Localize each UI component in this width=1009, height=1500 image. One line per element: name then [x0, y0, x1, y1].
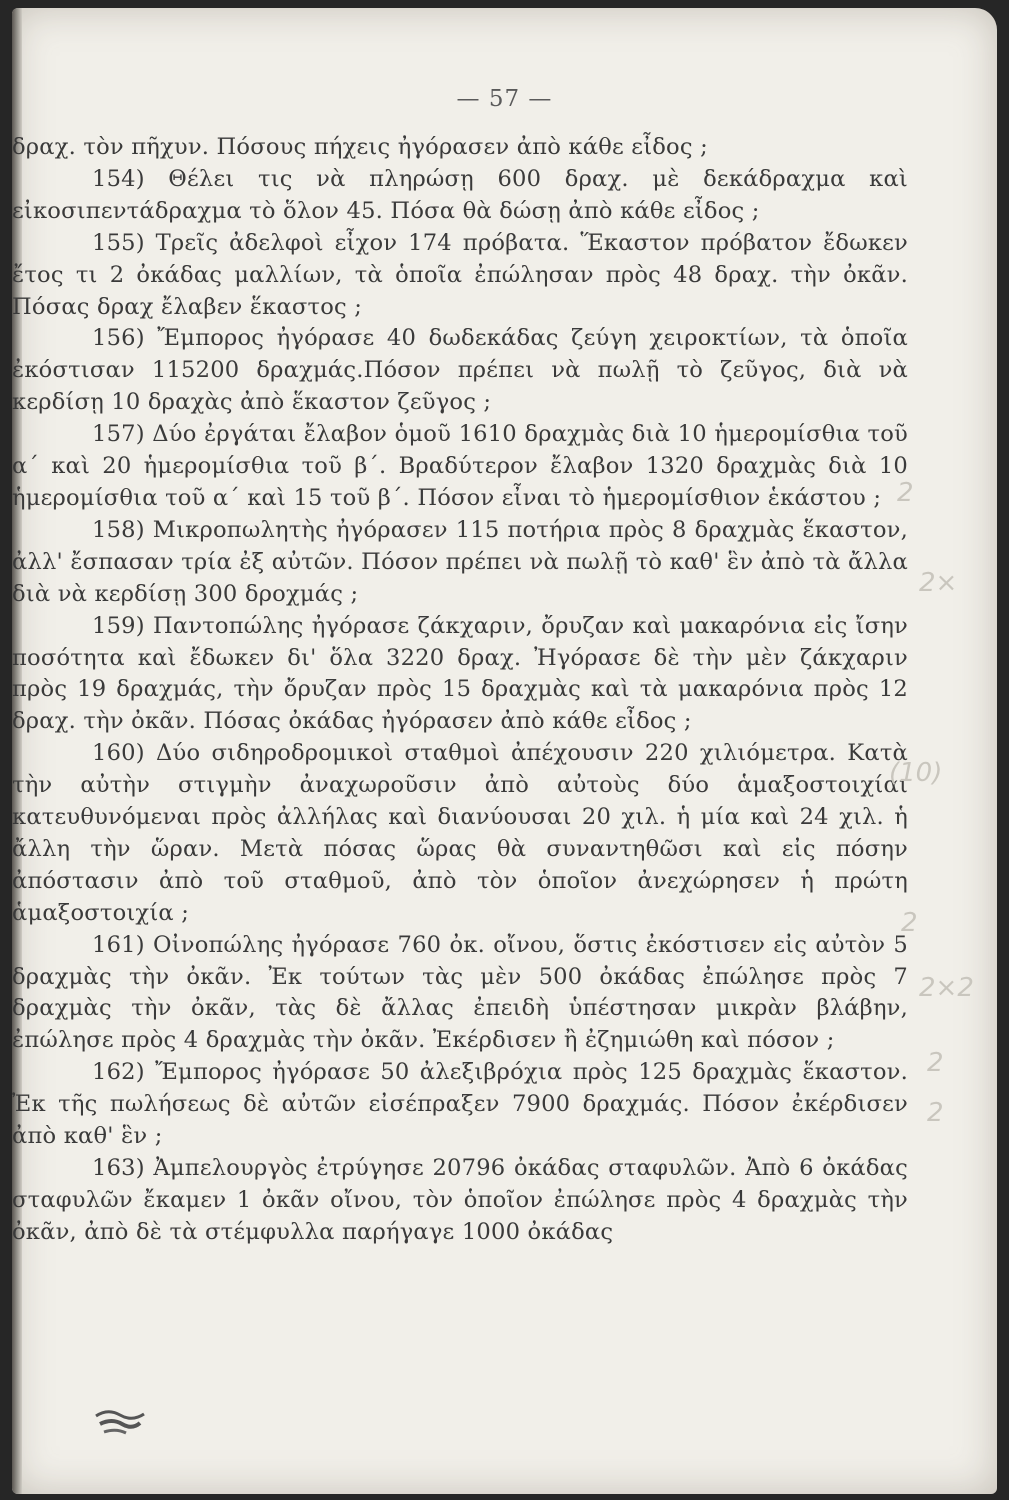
pencil-mark: 2	[901, 908, 918, 938]
problem-157: 157) Δύο ἐργάται ἔλαβον ὁμοῦ 1610 δραχμὰς διὰ 10 ἡμερομίσθια τοῦ α΄ καὶ 20 ἡμερομίσθια τοῦ β΄. Βραδύτερον ἔλαβον 1320 δραχμὰς διὰ 10 ἡμερομίσθια τοῦ α΄ καὶ 15 τοῦ β΄. Πόσον εἶναι τὸ ἡμερομίσθιον ἑκάστου ;	[12, 421, 908, 511]
pencil-mark: 2	[927, 1098, 944, 1128]
problem-155: 155) Τρεῖς ἀδελφοὶ εἶχον 174 πρόβατα. Ἕκαστον πρόβατον ἔδωκεν ἔτος τι 2 ὀκάδας μαλλίων, τὰ ὁποῖα ἐπώλησαν πρὸς 48 δραχ. τὴν ὀκᾶν. Πόσας δραχ ἔλαβεν ἕκαστος ;	[12, 229, 908, 320]
problem-160: 160) Δύο σιδηροδρομικοὶ σταθμοὶ ἀπέχουσιν 220 χιλιόμετρα. Κατὰ τὴν αὐτὴν στιγμὴν ἀναχωροῦσιν ἀπὸ αὐτοὺς δύο ἁμαξοστοιχίαι κατευθυνόμεναι πρὸς ἀλλήλας καὶ διανύουσαι 20 χιλ. ἡ μία καὶ 24 χιλ. ἡ ἄλλη τὴν ὥραν. Μετὰ πόσας ὥρας θὰ συναντηθῶσι καὶ εἰς πόσην ἀπόστασιν ἀπὸ τοῦ σταθμοῦ, ἀπὸ τὸν ὁποῖον ἀνεχώρησεν ἡ πρώτη ἁμαξοστοιχία ;	[12, 740, 908, 926]
problem-162: 162) Ἔμπορος ἠγόρασε 50 ἀλεξιβρόχια πρὸς 125 δραχμὰς ἕκαστον. Ἐκ τῆς πωλήσεως δὲ αὐτῶν εἰσέπραξεν 7900 δραχμάς. Πόσον ἐκέρδισεν ἀπὸ καθ' ἓν ;	[12, 1059, 908, 1150]
problem-158: 158) Μικροπωλητὴς ἠγόρασεν 115 ποτήρια πρὸς 8 δραχμὰς ἕκαστον, ἀλλ' ἔσπασαν τρία ἐξ αὐτῶν. Πόσον πρέπει νὰ πωλῇ τὸ καθ' ἓν ἀπὸ τὰ ἄλλα διὰ νὰ κερδίσῃ 300 δροχμάς ;	[12, 516, 908, 607]
pencil-mark: (10)	[889, 758, 943, 788]
book-page	[12, 8, 997, 1494]
pencil-mark: 2×2	[919, 973, 974, 1003]
pencil-mark: 2	[927, 1048, 944, 1078]
page-number: — 57 —	[456, 86, 553, 112]
page-text	[12, 132, 908, 1249]
pencil-mark: 2×	[919, 568, 958, 598]
paragraph-continuation: δραχ. τὸν πῆχυν. Πόσους πήχεις ἠγόρασεν ἀπὸ κάθε εἶδος ;	[12, 134, 708, 160]
ink-stamp	[90, 1406, 150, 1440]
problem-156: 156) Ἔμπορος ἠγόρασε 40 δωδεκάδας ζεύγη χειροκτίων, τὰ ὁποῖα ἐκόστισαν 115200 δραχμάς.Πόσον πρέπει νὰ πωλῇ τὸ ζεῦγος, διὰ νὰ κερδίσῃ 10 δραχὰς ἀπὸ ἕκαστον ζεῦγος ;	[12, 325, 908, 416]
problem-159: 159) Παντοπώλης ἠγόρασε ζάκχαριν, ὄρυζαν καὶ μακαρόνια εἰς ἴσην ποσότητα καὶ ἔδωκεν δι' ὅλα 3220 δραχ. Ἠγόρασε δὲ τὴν μὲν ζάκχαριν πρὸς 19 δραχμάς, τὴν ὄρυζαν πρὸς 15 δραχμὰς καὶ τὰ μακαρόνια πρὸς 12 δραχ. τὴν ὀκᾶν. Πόσας ὀκάδας ἠγόρασεν ἀπὸ κάθε εἶδος ;	[12, 612, 908, 735]
problem-163: 163) Ἀμπελουργὸς ἐτρύγησε 20796 ὀκάδας σταφυλῶν. Ἀπὸ 6 ὀκάδας σταφυλῶν ἔκαμεν 1 ὀκᾶν οἴνου, τὸν ὁποῖον ἐπώλησε πρὸς 4 δραχμὰς τὴν ὀκᾶν, ἀπὸ δὲ τὰ στέμφυλλα παρήγαγε 1000 ὀκάδας	[12, 1155, 908, 1245]
problem-154: 154) Θέλει τις νὰ πληρώσῃ 600 δραχ. μὲ δεκάδραχμα καὶ εἰκοσιπεντάδραχμα τὸ ὅλον 45. Πόσα θὰ δώσῃ ἀπὸ κάθε εἶδος ;	[12, 165, 908, 224]
pencil-mark: 2	[897, 478, 914, 508]
problem-161: 161) Οἰνοπώλης ἠγόρασε 760 ὀκ. οἴνου, ὅστις ἐκόστισεν εἰς αὐτὸν 5 δραχμὰς τὴν ὀκᾶν. Ἐκ τούτων τὰς μὲν 500 ὀκάδας ἐπώλησε πρὸς 7 δραχμὰς τὴν ὀκᾶν, τὰς δὲ ἄλλας ἐπειδὴ ὑπέστησαν μικρὰν βλάβην, ἐπώλησε πρὸς 4 δραχμὰς τὴν ὀκᾶν. Ἐκέρδισεν ἢ ἐζημιώθη καὶ πόσον ;	[12, 931, 908, 1054]
